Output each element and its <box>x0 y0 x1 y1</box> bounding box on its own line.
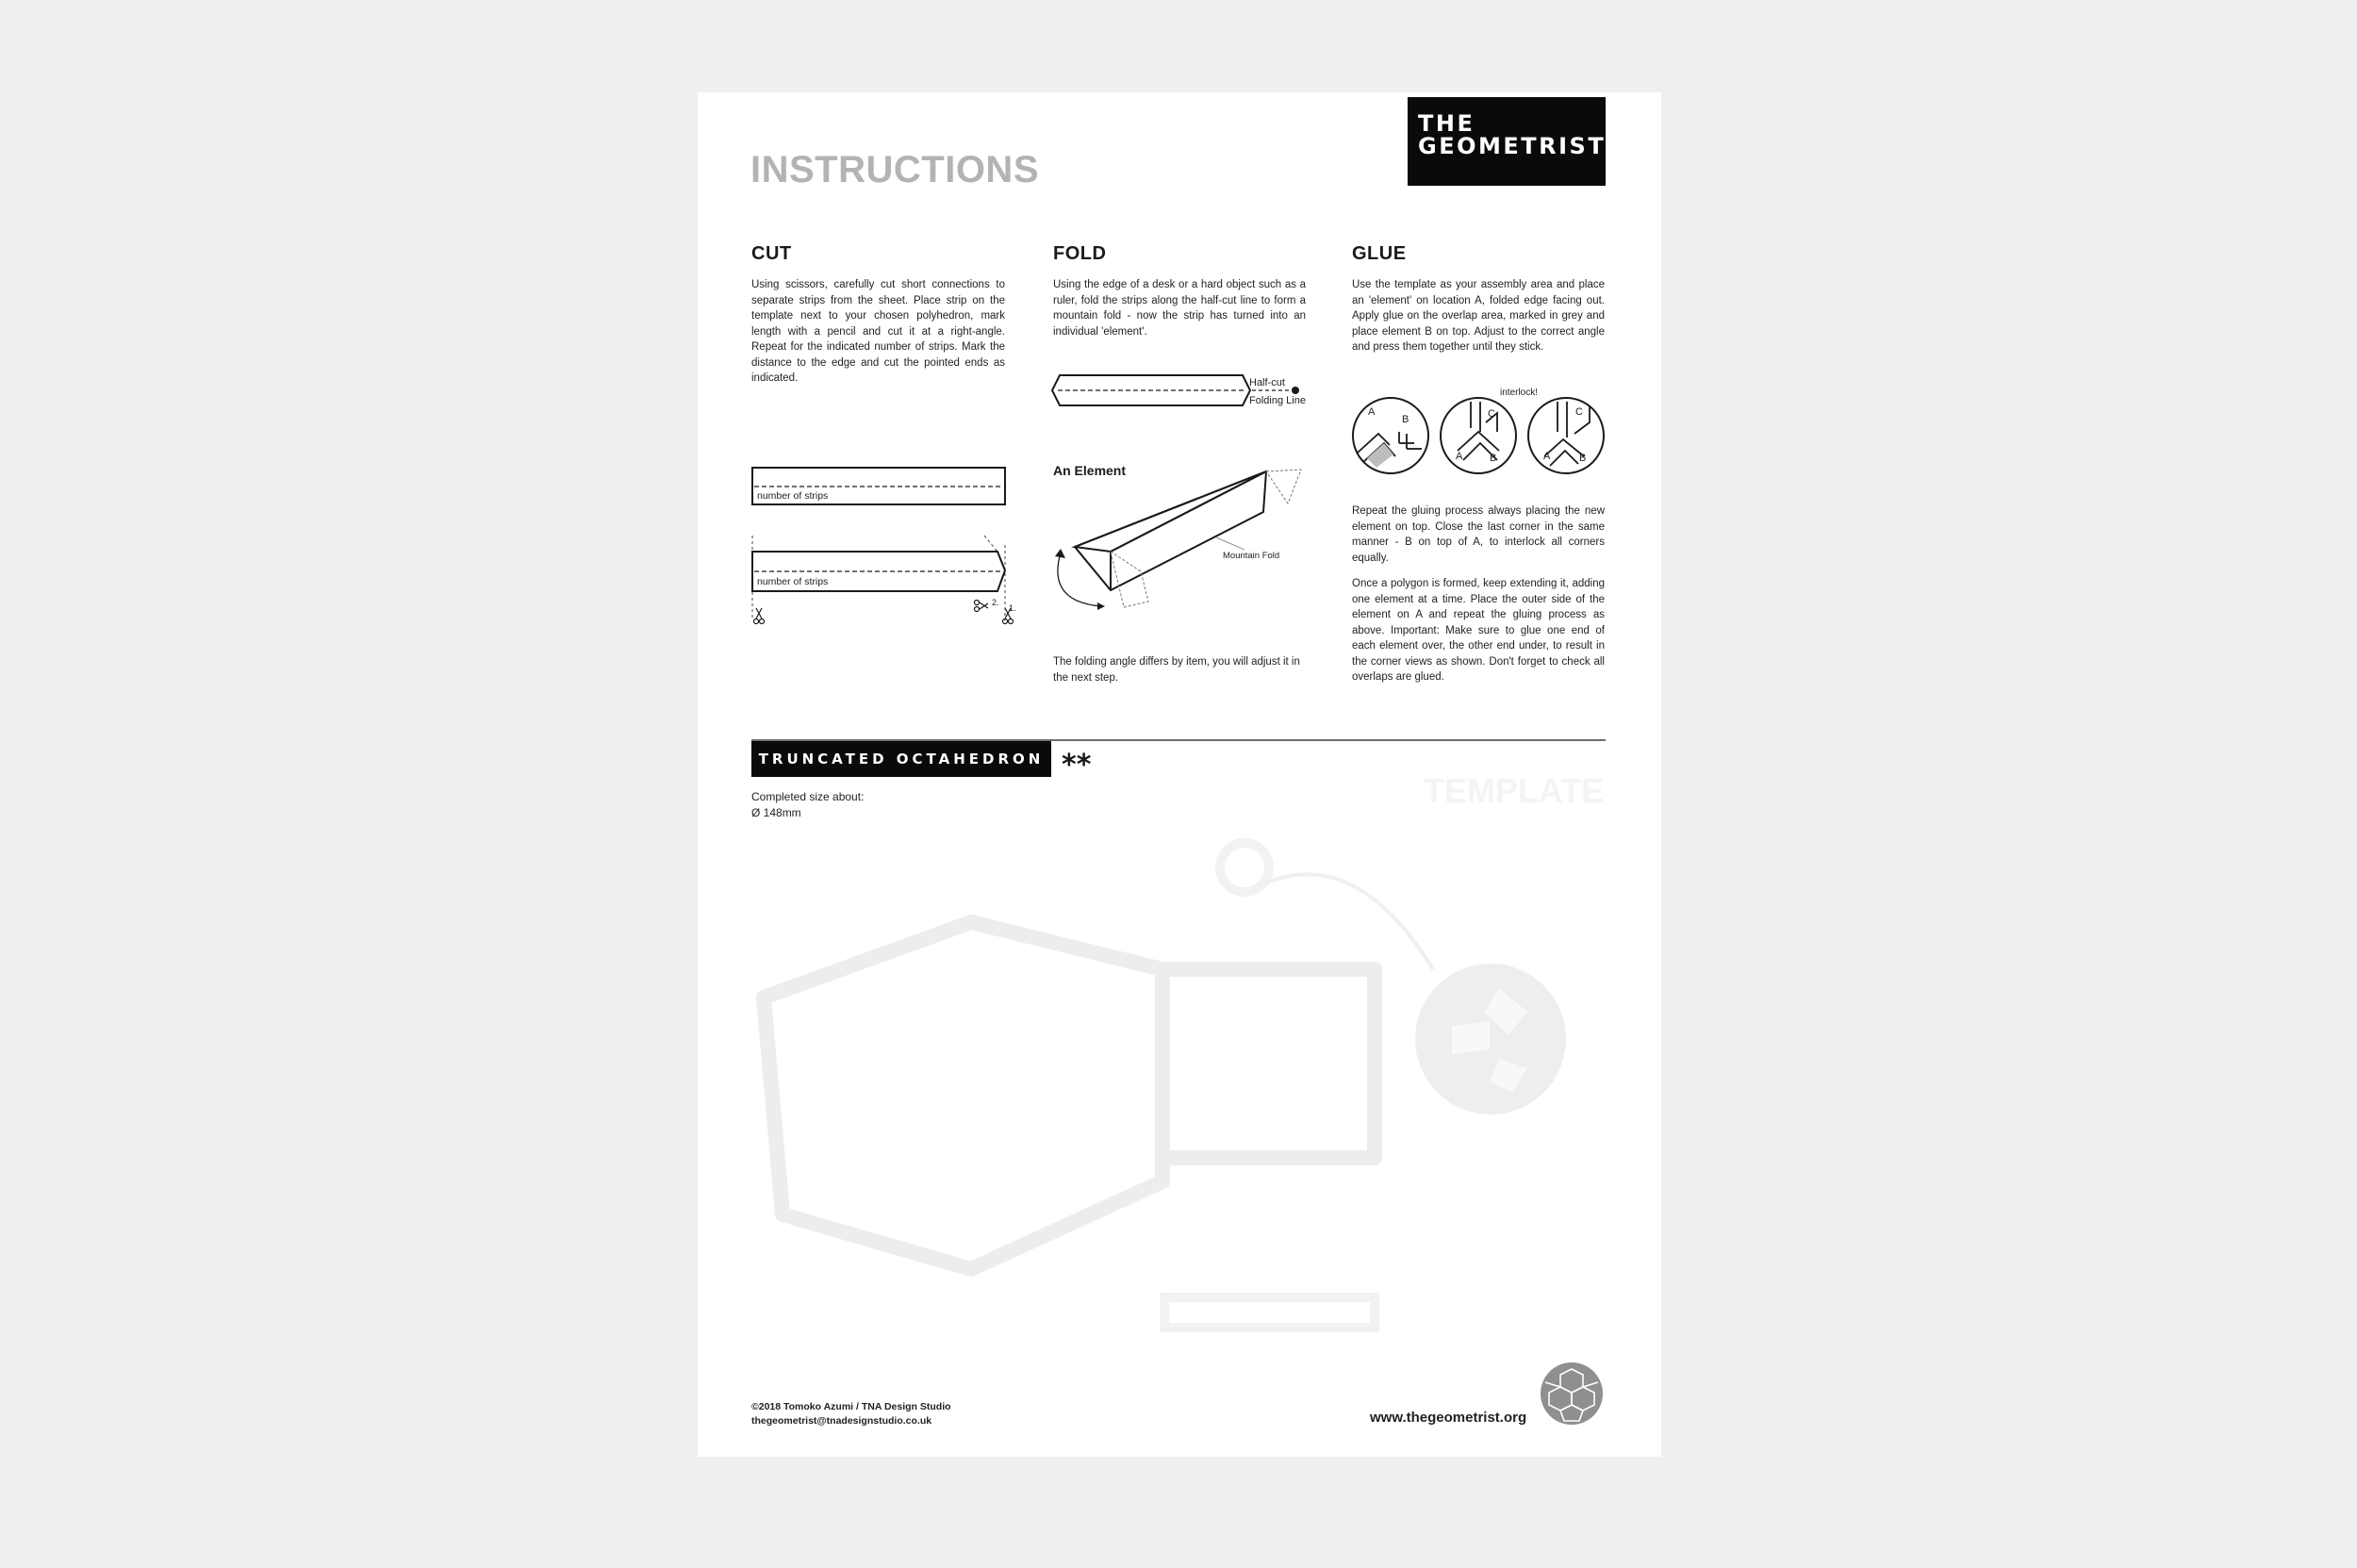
website-link[interactable]: www.thegeometrist.org <box>1370 1410 1527 1426</box>
ghost-sphere <box>1415 964 1566 1114</box>
cut-title: CUT <box>751 243 792 264</box>
glue-label-b-3: B <box>1579 453 1587 464</box>
glue-area <box>1367 443 1393 468</box>
glue-label-b-2: B <box>1490 453 1497 464</box>
brand-logo <box>1408 97 1606 186</box>
folding-line-label: Folding Line <box>1249 395 1306 406</box>
interlock-label: interlock! <box>1500 388 1539 398</box>
logo-line-1: THE <box>1418 110 1475 137</box>
scissors-icon-left <box>754 608 765 624</box>
mountain-fold-label: Mountain Fold <box>1223 551 1280 561</box>
glue-text-3: Once a polygon is formed, keep extending it, adding one element at a time. Place the outer side of the element on A and repeat the gluing process as above. Important: Make sure to glue one end of each element over, the other end under, to result in the corner views as shown. Don't forget to check all overlaps are glued. <box>1352 578 1605 683</box>
page-title: INSTRUCTIONS <box>750 149 1039 190</box>
glue-text-1: Use the template as your assembly area and place an 'element' on location A, folded edge facing out. Apply glue on the overlap area, marked in grey and place element B on top. Adjust to the correct angle and press them together until they stick. <box>1352 279 1605 353</box>
instruction-sheet <box>698 92 1661 1457</box>
contact-email[interactable]: thegeometrist@tnadesignstudio.co.uk <box>751 1415 932 1427</box>
fold-text: Using the edge of a desk or a hard object such as a ruler, fold the strips along the half-cut line to form a mountain fold - now the strip has turned into an individual 'element'. <box>1053 279 1306 338</box>
folding-line-marker <box>1292 387 1299 394</box>
fold-title: FOLD <box>1053 243 1107 264</box>
copyright: ©2018 Tomoko Azumi / TNA Design Studio <box>751 1401 951 1412</box>
strip-label-1: number of strips <box>757 490 829 502</box>
logo-line-2: GEOMETRIST <box>1418 133 1607 159</box>
glue-label-c-3: C <box>1575 406 1583 418</box>
glue-step-3 <box>1528 398 1604 473</box>
halfcut-label: Half-cut <box>1249 377 1285 388</box>
glue-step-1 <box>1353 398 1428 473</box>
scissors-icon-mid <box>975 601 989 612</box>
strip-label-2: number of strips <box>757 576 829 587</box>
cut-text: Using scissors, carefully cut short connections to separate strips from the sheet. Place strip on the template next to your chosen polyhedron, mark length with a pencil and cut it at a right-angle. Repeat for the indicated number of strips. Mark the distance to the edge and cut the pointed ends as indicated. <box>751 279 1005 384</box>
cut-step-1: 1. <box>1009 603 1016 613</box>
difficulty-rating: ** <box>1062 749 1092 782</box>
fold-arrow <box>1058 553 1101 606</box>
element-drawing <box>1075 471 1266 590</box>
glue-label-a-2: A <box>1456 451 1463 462</box>
glue-label-b-1: B <box>1402 414 1409 425</box>
product-name: TRUNCATED OCTAHEDRON <box>751 741 1051 777</box>
glue-label-c-2: C <box>1488 408 1495 420</box>
halfcut-strip <box>1052 375 1250 405</box>
fold-note: The folding angle differs by item, you will adjust it in the next step. <box>1053 656 1300 684</box>
size-value: Ø 148mm <box>751 806 801 819</box>
element-title: An Element <box>1053 463 1127 478</box>
glue-label-a-1: A <box>1368 406 1376 418</box>
template-watermark: TEMPLATE <box>1424 771 1605 810</box>
size-label: Completed size about: <box>751 790 865 803</box>
glue-label-a-3: A <box>1543 451 1551 462</box>
glue-step-2 <box>1441 398 1516 473</box>
geodesic-sphere-icon <box>1540 1362 1604 1426</box>
cut-step-2: 2. <box>992 598 999 607</box>
glue-title: GLUE <box>1352 243 1407 264</box>
glue-text-2: Repeat the gluing process always placing the new element on top. Close the last corner in the same manner - B on top of A, to interlock all corners equally. <box>1352 505 1605 564</box>
